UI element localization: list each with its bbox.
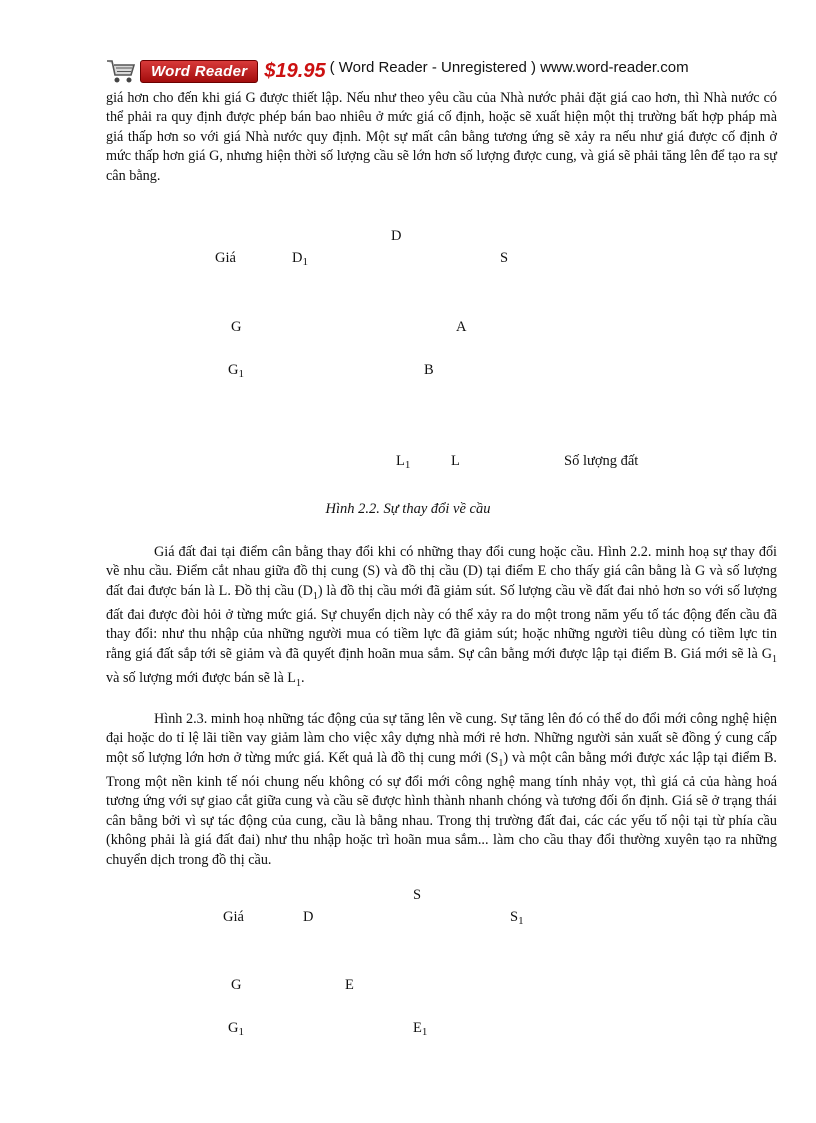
price-label: $19.95 xyxy=(264,59,326,82)
fig1-point-b: B xyxy=(424,362,434,378)
fig1-label-s: S xyxy=(500,250,509,266)
paragraph-3: Hình 2.3. minh hoạ những tác động của sự tăng lên về cung. Sự tăng lên đó có thể do đổi mới công nghệ hiện đại hoặc do tỉ lệ lãi tiền vay giảm làm cho việc xây dựng nhà mới rẻ hơn. Những người sản xuất sẽ đồng ý cung cấp một số lượng lớn hơn ở từng mức giá. Kết quả là đồ thị cung mới $(S_1)$ và một cân bằng mới được xác lập tại điểm B. Trong một nền kinh tế nói chung nếu không có sự đổi mới công nghệ mang tính nhảy vọt, thì giá cả của hàng hoá tương ứng với sự giao cắt giữa cung và cầu sẽ được hình thành nhanh chóng và tương đối ổn định. Giá sẽ ở trạng thái cân bằng bởi vì sự tác động của cung, cầu là bằng nhau. Trong thị trường đất đai, các các yếu tố nội tại từ phía cầu (không phải là giá đất đai) như thu nhập hoặc trì hoãn mua sắm... làm cho cầu thay đổi thường xuyên tạo ra những chuyển dịch trong đồ thị cầu. xyxy=(106,711,777,868)
fig1-axis-quantity: Số lượng đất xyxy=(564,453,639,469)
figure-caption: Hình 2.2. Sự thay đổi về cầu xyxy=(325,501,491,517)
shopping-cart-icon xyxy=(106,58,136,84)
word-reader-badge: Word Reader xyxy=(140,60,258,83)
fig2-label-d: D xyxy=(303,909,314,925)
fig2-label-s: S xyxy=(413,887,422,903)
unregistered-text: ( Word Reader - Unregistered ) www.word-reader.com xyxy=(329,58,689,76)
fig1-label-l1: $L_1$ xyxy=(396,453,411,471)
unregistered-banner xyxy=(106,56,689,86)
fig2-point-e1: $E_1$ xyxy=(413,1020,428,1038)
paragraph-2: Giá đất đai tại điểm cân bằng thay đổi khi có những thay đổi cung hoặc cầu. Hình 2.2. minh hoạ sự thay đổi về nhu cầu. Điểm cắt nhau giữa đồ thị cung (S) và đồ thị cầu (D) tại điểm E cho thấy giá cân bằng là G và số lượng đất đai được bán là L. Đồ thị cầu $(D_1)$ là đồ thị cầu mới đã giảm sút. Số lượng cầu về đất đai nhỏ hơn so với số lượng đất đai được đòi hỏi ở từng mức giá. Sự chuyển dịch này có thể xảy ra do một trong năm yếu tố tác động đến cầu đã thay đổi: như thu nhập của những người mua có tiềm lực đã giảm sút; hoặc những người tiêu dùng có tiềm lực tin rằng giá đất sắp tới sẽ giảm và đã quyết định hoãn mua sắm. Sự cân bằng mới được lập tại điểm B. Giá mới sẽ là $G_1$ và số lượng mới được bán sẽ là $L_1$. xyxy=(106,544,777,689)
fig1-label-l: L xyxy=(451,453,460,469)
fig2-label-s1: $S_1$ xyxy=(510,909,524,927)
fig2-axis-price: Giá xyxy=(223,909,244,925)
fig2-label-g1: $G_1$ xyxy=(228,1020,244,1038)
fig1-label-d1: $D_1$ xyxy=(292,250,308,268)
fig1-label-g: G xyxy=(231,319,242,335)
fig1-label-d: D xyxy=(391,228,402,244)
fig1-axis-price: Giá xyxy=(215,250,236,266)
fig1-point-a: A xyxy=(456,319,467,335)
fig2-label-g: G xyxy=(231,977,242,993)
fig1-label-g1: $G_1$ xyxy=(228,362,244,380)
paragraph-1: giá hơn cho đến khi giá G được thiết lập. Nếu như theo yêu cầu của Nhà nước phải đặt giá cao hơn, thì Nhà nước có thể phải ra quy định được phép bán bao nhiêu ở mức giá cố định, hoặc sẽ xuất hiện một thị trường bất hợp pháp mà giá thấp hơn so với giá Nhà nước quy định. Một sự mất cân bằng tương ứng sẽ xảy ra nếu như giá được cố định ở mức thấp hơn giá G, nhưng hiện thời số lượng cầu sẽ lớn hơn số lượng được cung, và giá sẽ phải tăng lên để tạo ra sự cân bằng. xyxy=(106,90,777,184)
fig2-point-e: E xyxy=(345,977,354,993)
